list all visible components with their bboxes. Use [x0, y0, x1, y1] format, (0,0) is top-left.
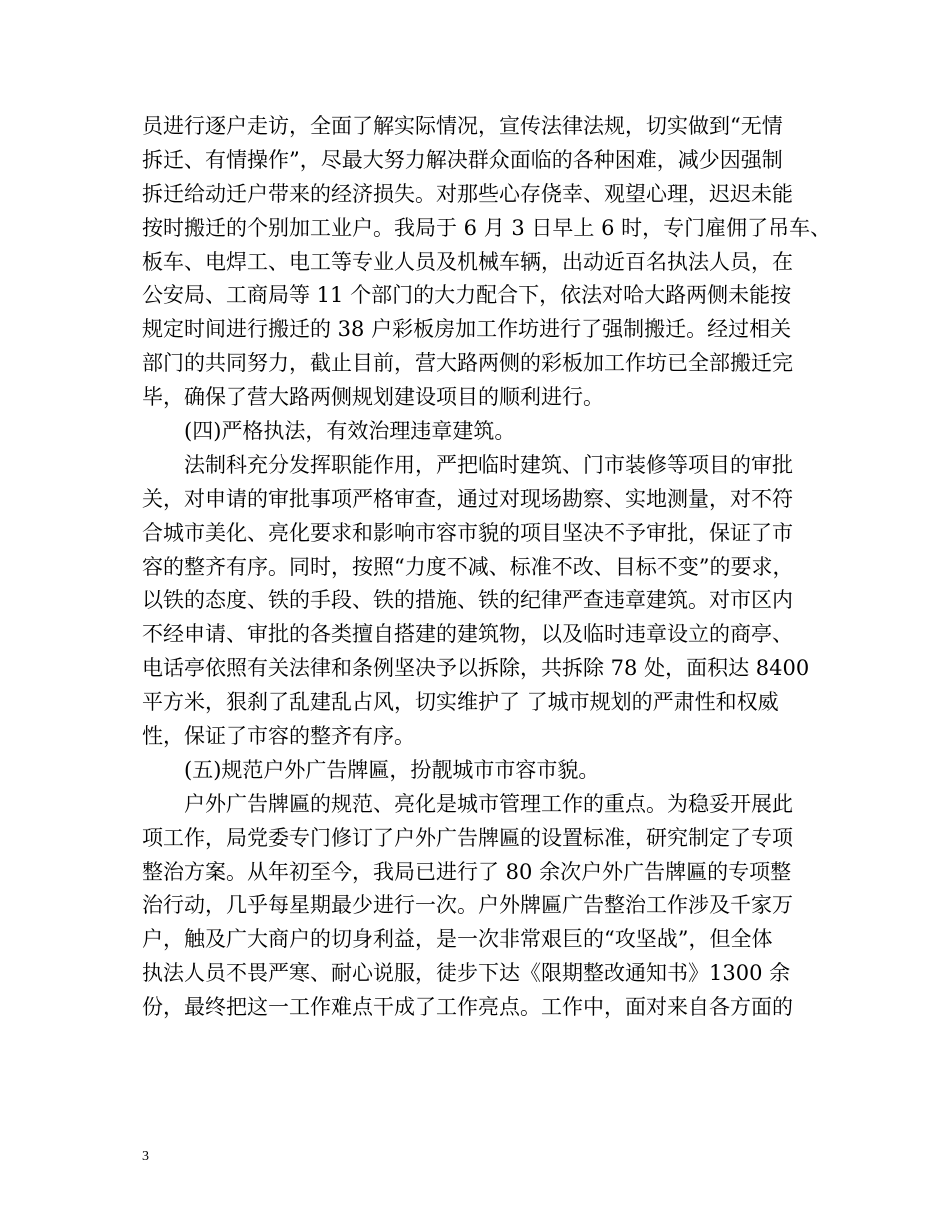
text-line: 按时搬迁的个别加工业户。我局于 6 月 3 日早上 6 时，专门雇佣了吊车、	[142, 215, 832, 240]
text-line: 整治方案。从年初至今，我局已进行了 80 余次户外广告牌匾的专项整	[142, 859, 792, 884]
text-line: 关，对申请的审批事项严格审查，通过对现场勘察、实地测量，对不符	[142, 486, 793, 511]
text-line: 项工作，局党委专门修订了户外广告牌匾的设置标准，研究制定了专项	[142, 825, 793, 850]
text-line: 治行动，几乎每星期最少进行一次。户外牌匾广告整治工作涉及千家万	[142, 893, 793, 918]
text-line: 电话亭依照有关法律和条例坚决予以拆除，共拆除 78 处，面积达 8400	[142, 656, 810, 681]
text-line: 毕，确保了营大路两侧规划建设项目的顺利进行。	[142, 385, 604, 410]
text-line: 执法人员不畏严寒、耐心说服，徒步下达《限期整改通知书》1300 余	[142, 961, 791, 986]
text-line: 拆迁给动迁户带来的经济损失。对那些心存侥幸、观望心理，迟迟未能	[142, 181, 793, 206]
text-line: (四)严格执法，有效治理违章建筑。	[142, 419, 516, 444]
text-line: 不经申请、审批的各类擅自搭建的建筑物，以及临时违章设立的商亭、	[142, 622, 793, 647]
page-number: 3	[142, 1149, 149, 1164]
text-line: 性，保证了市容的整齐有序。	[142, 724, 415, 749]
text-line: 合城市美化、亮化要求和影响市容市貌的项目坚决不予审批，保证了市	[142, 520, 793, 545]
text-line: 平方米，狠刹了乱建乱占风，切实维护了 了城市规划的严肃性和权威	[142, 690, 779, 715]
body-text	[142, 110, 832, 1025]
text-line: 规定时间进行搬迁的 38 户彩板房加工作坊进行了强制搬迁。经过相关	[142, 317, 792, 342]
text-line: 份，最终把这一工作难点干成了工作亮点。工作中，面对来自各方面的	[142, 995, 793, 1020]
text-line: 公安局、工商局等 11 个部门的大力配合下，依法对哈大路两侧未能按	[142, 283, 792, 308]
text-line: 员进行逐户走访，全面了解实际情况，宣传法律法规，切实做到“无情	[142, 114, 783, 138]
text-line: 户，触及广大商户的切身利益，是一次非常艰巨的“攻坚战”，但全体	[142, 927, 773, 952]
text-line: 以铁的态度、铁的手段、铁的措施、铁的纪律严查违章建筑。对市区内	[142, 588, 793, 613]
text-line: 户外广告牌匾的规范、亮化是城市管理工作的重点。为稳妥开展此	[142, 791, 793, 816]
text-line: (五)规范户外广告牌匾，扮靓城市市容市貌。	[142, 757, 600, 782]
text-line: 法制科充分发挥职能作用，严把临时建筑、门市装修等项目的审批	[142, 452, 793, 477]
text-line: 部门的共同努力，截止目前，营大路两侧的彩板加工作坊已全部搬迁完	[142, 351, 793, 376]
text-line: 板车、电焊工、电工等专业人员及机械车辆，出动近百名执法人员，在	[142, 249, 793, 274]
text-line: 拆迁、有情操作”，尽最大努力解决群众面临的各种困难，减少因强制	[142, 147, 783, 172]
text-line: 容的整齐有序。同时，按照“力度不减、标准不改、目标不变”的要求，	[142, 554, 794, 579]
